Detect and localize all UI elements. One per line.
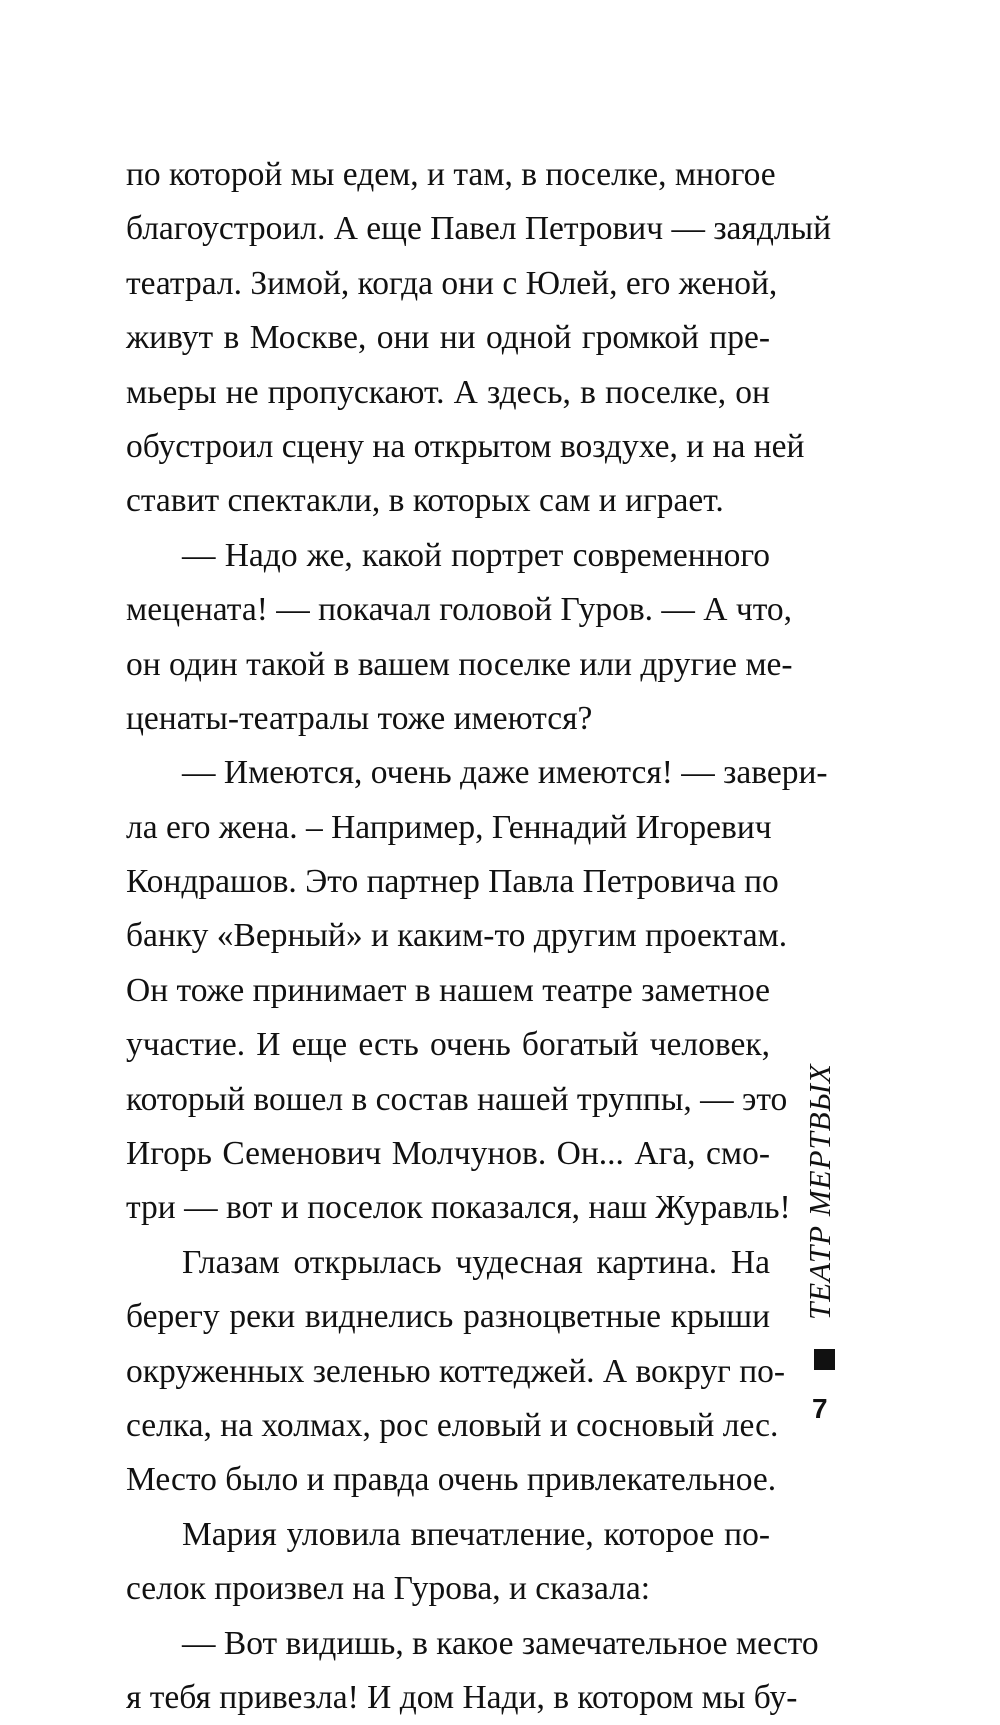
text-line: живут в Москве, они ни одной громкой пре- [126,319,770,357]
text-line: ставит спектакли, в которых сам и играет. [126,482,724,520]
text-line: селок произвел на Гурова, и сказала: [126,1570,651,1608]
text-line: ла его жена. – Например, Геннадий Игоревич [126,808,772,846]
text-line: Глазам открылась чудесная картина. На [182,1243,770,1281]
text-line: театрал. Зимой, когда они с Юлей, его женой, [126,264,778,302]
text-line: Игорь Семенович Молчунов. Он... Ага, смо- [126,1135,770,1173]
text-line: три — вот и поселок показался, наш Журавль! [126,1189,791,1227]
text-line: я тебя привезла! И дом Нади, в котором мы бу- [126,1678,798,1716]
text-line: он один такой в вашем поселке или другие ме- [126,645,793,683]
text-line: который вошел в состав нашей труппы, — это [126,1080,788,1118]
page-number: 7 [812,1393,828,1424]
text-line: — Вот видишь, в какое замечательное место [182,1624,819,1662]
text-line: — Имеются, очень даже имеются! — завери- [182,754,828,792]
text-line: берегу реки виднелись разноцветные крыши [126,1298,770,1336]
text-line: Кондрашов. Это партнер Павла Петровича по [126,863,779,901]
text-line: мьеры не пропускают. А здесь, в поселке, он [126,373,770,411]
text-line: банку «Верный» и каким-то другим проектам. [126,917,788,955]
running-title-square-marker [814,1349,835,1370]
text-line: по которой мы едем, и там, в поселке, многое [126,156,776,193]
text-line: Он тоже принимает в нашем театре заметное [126,971,770,1009]
text-line: мецената! — покачал головой Гуров. — А что, [126,591,793,629]
text-line: — Надо же, какой портрет современного [182,536,770,574]
running-title: ТЕАТР МЕРТВЫХ [802,1063,837,1320]
text-line: участие. И еще есть очень богатый человек, [126,1026,770,1064]
text-line: благоустроил. А еще Павел Петрович — заядлый [126,210,832,248]
text-line: Мария уловила впечатление, которое по- [182,1515,770,1553]
text-line: селка, на холмах, рос еловый и сосновый лес. [126,1406,779,1444]
text-line: окруженных зеленью коттеджей. А вокруг по- [126,1352,786,1390]
text-line: Место было и правда очень привлекательное. [126,1461,777,1499]
text-line: ценаты-театралы тоже имеются? [126,699,593,737]
text-line: обустроил сцену на открытом воздухе, и на ней [126,427,805,465]
